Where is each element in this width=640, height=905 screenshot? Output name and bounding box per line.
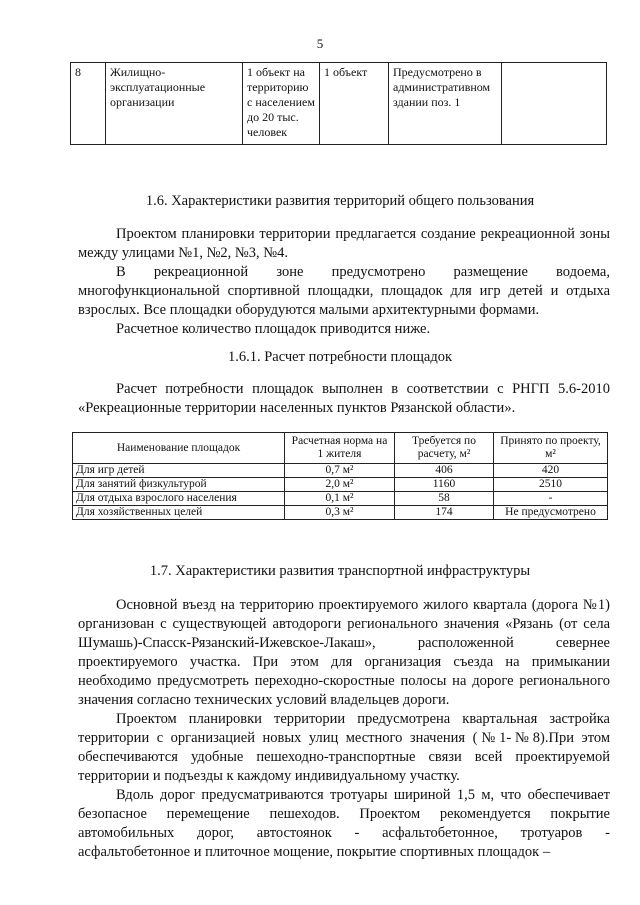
table-cell: 0,1 м² bbox=[285, 492, 395, 506]
facility-norm: 1 объект на территорию с населением до 20 тыс. человек bbox=[243, 63, 320, 145]
column-header: Расчетная норма на 1 жителя bbox=[285, 433, 395, 464]
table-cell: 1160 bbox=[395, 478, 494, 492]
section-1-7-heading: 1.7. Характеристики развития транспортной инфраструктуры bbox=[149, 563, 531, 579]
facility-name: Жилищно-эксплуатационные организации bbox=[106, 63, 243, 145]
page-number: 5 bbox=[316, 36, 324, 51]
column-header: Принято по проекту, м² bbox=[494, 433, 608, 464]
row-number: 8 bbox=[71, 63, 106, 145]
table-cell: Для хозяйственных целей bbox=[73, 506, 285, 520]
table-cell: Для игр детей bbox=[73, 464, 285, 478]
section-1-6-heading: 1.6. Характеристики развития территорий общего пользования bbox=[145, 193, 535, 209]
table-cell: 2,0 м² bbox=[285, 478, 395, 492]
table-cell: Для занятий физкультурой bbox=[73, 478, 285, 492]
section-1-6-1-heading: 1.6.1. Расчет потребности площадок bbox=[227, 349, 453, 365]
table-header-row bbox=[73, 433, 608, 464]
paragraph: Основной въезд на территорию проектируемого жилого квартала (дорога №1) организован с существующей автодороги регионального значения «Рязань (от села Шумашь)-Спасск-Рязанский-Ижевское-Лакаш», расположенной севернее проектируемого участка. При этом для организация съезда на примыкании необходимо предусмотреть переходно-скоростные полосы на дороге регионального значения согласно технических условий владельцев дороги. bbox=[78, 597, 610, 708]
table-row bbox=[73, 464, 608, 478]
facilities-table bbox=[70, 62, 607, 145]
table-row bbox=[71, 63, 607, 145]
paragraph: Расчет потребности площадок выполнен в соответствии с РНГП 5.6-2010 «Рекреационные территории населенных пунктов Рязанской области». bbox=[78, 381, 610, 416]
table-cell: 420 bbox=[494, 464, 608, 478]
playgrounds-table bbox=[72, 432, 608, 520]
table-row bbox=[73, 506, 608, 520]
paragraph: Расчетное количество площадок приводится ниже. bbox=[116, 321, 431, 337]
table-cell: 174 bbox=[395, 506, 494, 520]
paragraph: Проектом планировки территории предусмотрена квартальная застройка территории с организацией новых улиц местного значения (№1-№8).При этом обеспечиваются удобные пешеходно-транспортные связи всей проектируемой территории и подъезды к каждому индивидуальному участку. bbox=[78, 711, 610, 784]
table-cell: 406 bbox=[395, 464, 494, 478]
paragraph: Проектом планировки территории предлагается создание рекреационной зоны между улицами №1, №2, №3, №4. bbox=[78, 226, 610, 261]
facility-required: 1 объект bbox=[320, 63, 389, 145]
table-cell: - bbox=[494, 492, 608, 506]
facility-accepted: Предусмотрено в административном здании поз. 1 bbox=[389, 63, 502, 145]
table-cell: 0,3 м² bbox=[285, 506, 395, 520]
paragraph: В рекреационной зоне предусмотрено размещение водоема, многофункциональной спортивной площадки, площадок для игр детей и отдыха взрослых. Все площадки оборудуются малыми архитектурными формами. bbox=[78, 264, 610, 318]
paragraph: Вдоль дорог предусматриваются тротуары шириной 1,5 м, что обеспечивает безопасное перемещение пешеходов. Проектом рекомендуется покрытие автомобильных дорог, автостоянок - асфальтобетонное, тротуаров - асфальтобетонное и плиточное мощение, покрытие спортивных площадок – bbox=[78, 787, 610, 860]
facility-extra bbox=[502, 63, 607, 145]
table-row bbox=[73, 478, 608, 492]
table-cell: 58 bbox=[395, 492, 494, 506]
table-cell: 2510 bbox=[494, 478, 608, 492]
section-1-6-text bbox=[78, 225, 610, 339]
column-header: Требуется по расчету, м² bbox=[395, 433, 494, 464]
table-cell: 0,7 м² bbox=[285, 464, 395, 478]
column-header: Наименование площадок bbox=[73, 433, 285, 464]
table-row bbox=[73, 492, 608, 506]
table-cell: Не предусмотрено bbox=[494, 506, 608, 520]
table-cell: Для отдыха взрослого населения bbox=[73, 492, 285, 506]
section-1-6-1-text bbox=[78, 380, 610, 418]
section-1-7-text bbox=[78, 596, 610, 862]
